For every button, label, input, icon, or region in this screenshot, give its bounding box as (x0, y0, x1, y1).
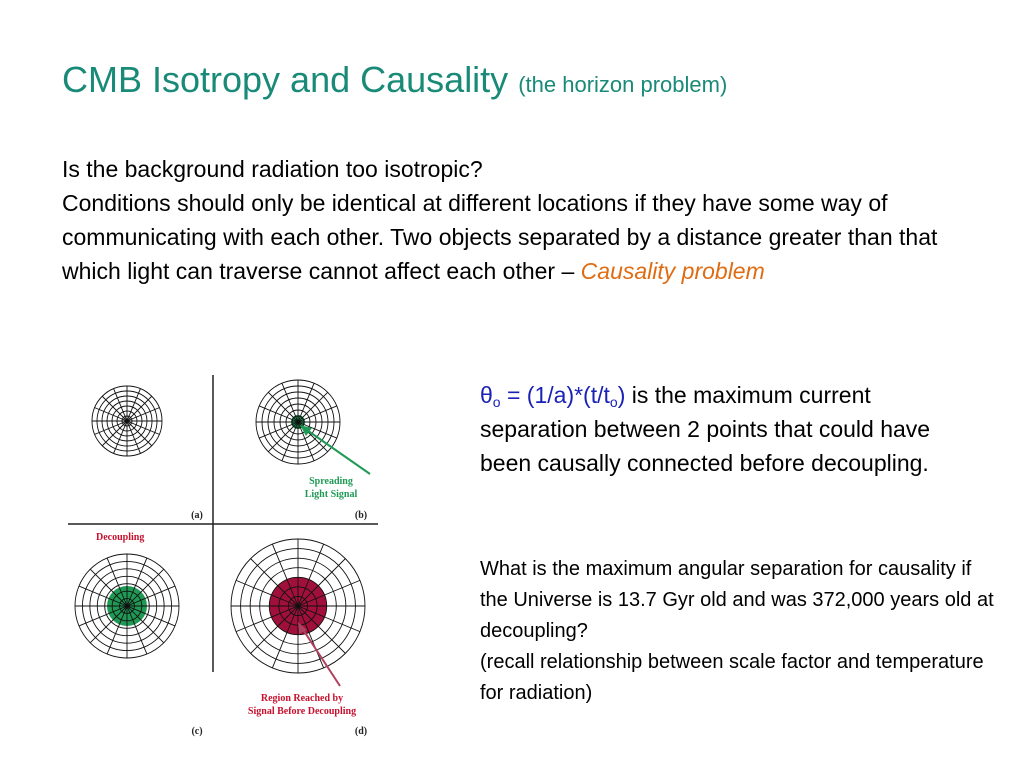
theta-subscript: o (492, 394, 501, 410)
spreading-arrow (304, 428, 370, 474)
grid-spoke (268, 422, 298, 452)
decoupling-label: Decoupling (96, 532, 145, 543)
region-label-line1: Region Reached by (260, 693, 344, 704)
grid-spoke (127, 421, 152, 446)
region-label-line2: Signal Before Decoupling (247, 706, 357, 717)
formula (480, 382, 625, 408)
t-subscript: o (609, 394, 618, 410)
panel-label-d: (d) (354, 726, 368, 737)
formula-description: is the maximum current separation between 2 points that could have been causally connected before decoupling. (480, 382, 931, 476)
question-text: What is the maximum angular separation for causality if the Universe is 13.7 Gyr old and was 372,000 years old at decoupling? (480, 558, 994, 642)
question-hint: (recall relationship between scale factor and temperature for radiation) (480, 651, 984, 704)
question-block (480, 554, 1000, 709)
title-main: CMB Isotropy and Causality (62, 59, 509, 100)
causality-problem-emphasis: Causality problem (580, 258, 765, 284)
grid-panel-c (75, 554, 179, 658)
grid-panel-d (231, 539, 365, 673)
panel-label-a: (a) (191, 510, 203, 521)
grid-spoke (102, 421, 127, 446)
grid-spoke (127, 396, 152, 421)
formula-close: ) (617, 382, 626, 408)
intro-body: Conditions should only be identical at different locations if they have some way of communicating with each other. Two objects separated by a distance greater than that which light can traverse cannot affect each other – (62, 190, 938, 284)
panel-label-b: (b) (354, 510, 368, 521)
grid-panel-a (92, 386, 162, 456)
intro-question: Is the background radiation too isotropic? (62, 156, 483, 182)
theta-symbol: θ (480, 382, 493, 408)
causal-angle-statement (480, 378, 980, 480)
grid-spoke (298, 392, 328, 422)
title-sub: (the horizon problem) (518, 72, 728, 97)
grid-panel-b (256, 380, 340, 464)
spreading-label-line1: Spreading (309, 476, 353, 487)
panel-label-c: (c) (191, 726, 203, 737)
grid-spoke (268, 392, 298, 422)
grid-spoke (102, 396, 127, 421)
formula-expression: = (1/a)*(t/t (500, 382, 610, 408)
horizon-diagram (0, 0, 470, 768)
spreading-label-line2: Light Signal (304, 489, 358, 500)
